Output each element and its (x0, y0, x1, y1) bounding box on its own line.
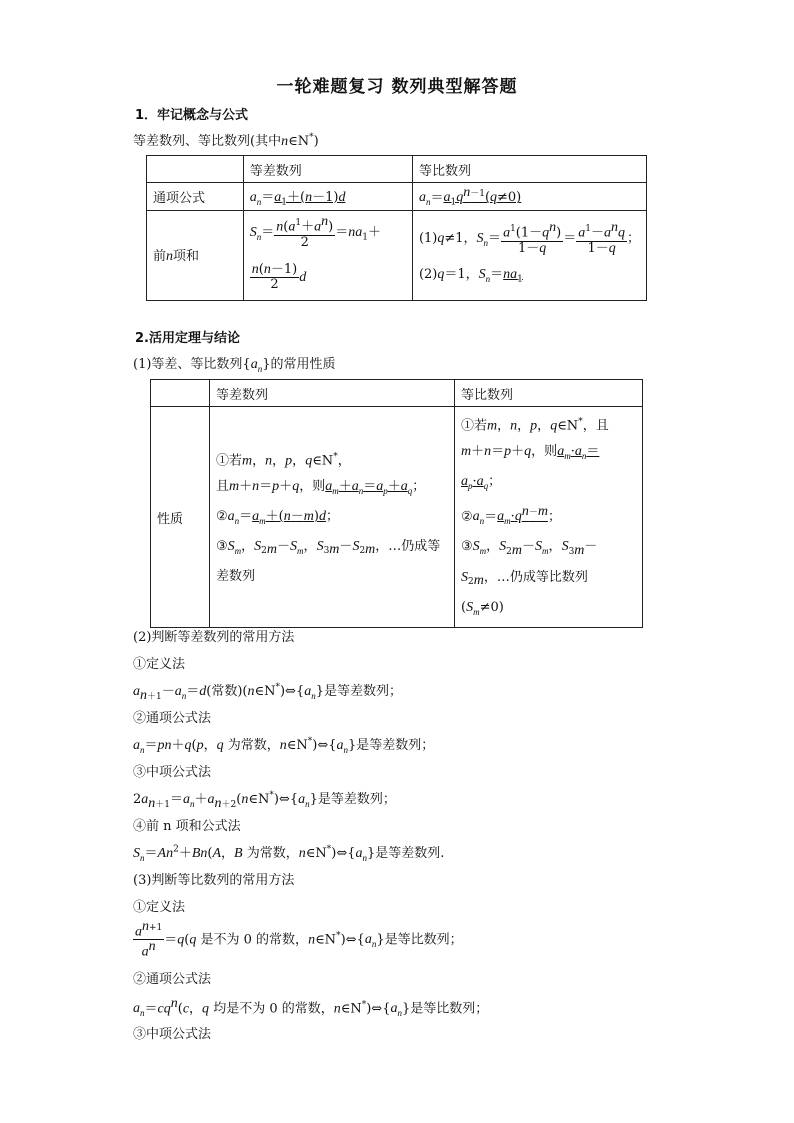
ap-method-2-title: ②通项公式法 (133, 711, 212, 726)
sum-label: 前n项和 (147, 211, 244, 301)
ap-method-1-title: ①定义法 (133, 657, 186, 672)
formula-table-corner (147, 156, 244, 183)
ap-method-4-formula: $S_n=An^2+Bn(A$，B 为常数，$n\in N^*)\Leftrightarrow\{a_n\}$是等差数列. (133, 844, 445, 863)
property-table-corner (151, 380, 210, 407)
ap-method-1-formula: $a_{n+1}-a_n=d$(常数)$(n\in N^*)\Leftrightarrow\{a_n\}$是等差数列； (133, 682, 403, 703)
property-table (150, 379, 643, 628)
gp-method-2-title: ②通项公式法 (133, 972, 212, 987)
section-2-subheading: (1)等差、等比数列$\{a_n\}$的常用性质 (133, 357, 336, 374)
gp-general-term: $a_n=a_1q^{n-1}(q\ne 0)$ (412, 183, 646, 211)
ap-general-term: $a_n=a_1+(n-1)d$ (243, 183, 412, 211)
gp-method-3-title: ③中项公式法 (133, 1027, 212, 1042)
property-label: 性质 (151, 407, 210, 628)
formula-table-header-gp: 等比数列 (412, 156, 646, 183)
gp-method-2-formula: $a_n=cq^n(c$，q 均是不为 0 的常数，$n\in N^*)\Leftrightarrow\{a_n\}$是等比数列； (133, 996, 489, 1019)
ap-properties: ①若m，n，p，q∈N*， 且m＋n＝p＋q，则$a_m+a_n=a_p+a_q$； $②a_n=a_m+(n-m)d$； $③S_m$，$S_{2m}-S_m$，$S_{3m}-S_{2m}$，…仍成等 差数列 (210, 407, 455, 628)
section-2-heading: 2.活用定理与结论 (135, 331, 240, 346)
ap-method-3-title: ③中项公式法 (133, 765, 212, 780)
gp-methods-heading: (3)判断等比数列的常用方法 (133, 873, 295, 888)
ap-method-4-title: ④前 n 项和公式法 (133, 819, 241, 834)
formula-table-header-ap: 等差数列 (243, 156, 412, 183)
ap-method-2-formula: $a_n=pn+q(p$，q 为常数，$n\in N^*)\Leftrightarrow\{a_n\}$是等差数列； (133, 736, 435, 755)
gp-method-1-formula: $\frac{a^{n+1}}{a^n}$ ＝q(q 是不为 0 的常数，$n\in N^*)\Leftrightarrow\{a_n\}$是等比数列； (135, 919, 463, 960)
ap-methods-heading: (2)判断等差数列的常用方法 (133, 630, 295, 645)
ap-sum-formula: $S_n=$ $\frac{n(a^1+a^n)}{2}$ $=na_1+$ $\frac{n(n-1)}{2}$ d (243, 211, 412, 301)
page-title: 一轮难题复习 数列典型解答题 (276, 77, 518, 97)
gp-sum-formula: (1)q≠1，$S_n=$ $\frac{a^1(1-q^n)}{1-q}$ ＝ $\frac{a^1-a^nq}{1-q}$ ； (2)q＝1，$S_n=na_1$ (412, 211, 646, 301)
gp-properties: ①若m，n，p，q∈N*，且 m＋n＝p＋q，则$a_m\cdot a_n=$ $a_p\cdot a_q$； $②a_n=a_m\cdot q^{n-m}$； $③S_m$，$S_{2m}-S_m$，$S_{3m}-$ $S_{2m}$，…仍成等比数列 $(S_m\ne 0)$ (455, 407, 643, 628)
section-1-intro: 等差数列、等比数列(其中n∈N*) (133, 132, 319, 149)
section-1-heading: 1．牢记概念与公式 (135, 108, 249, 123)
property-table-header-gp: 等比数列 (455, 380, 643, 407)
general-term-label: 通项公式 (147, 183, 244, 211)
ap-method-3-formula: $2a_{n+1}=a_n+a_{n+2}(n\in N^*)\Leftrightarrow\{a_n\}$是等差数列； (133, 790, 396, 811)
property-table-header-ap: 等差数列 (210, 380, 455, 407)
gp-method-1-title: ①定义法 (133, 900, 186, 915)
formula-table (146, 155, 647, 301)
